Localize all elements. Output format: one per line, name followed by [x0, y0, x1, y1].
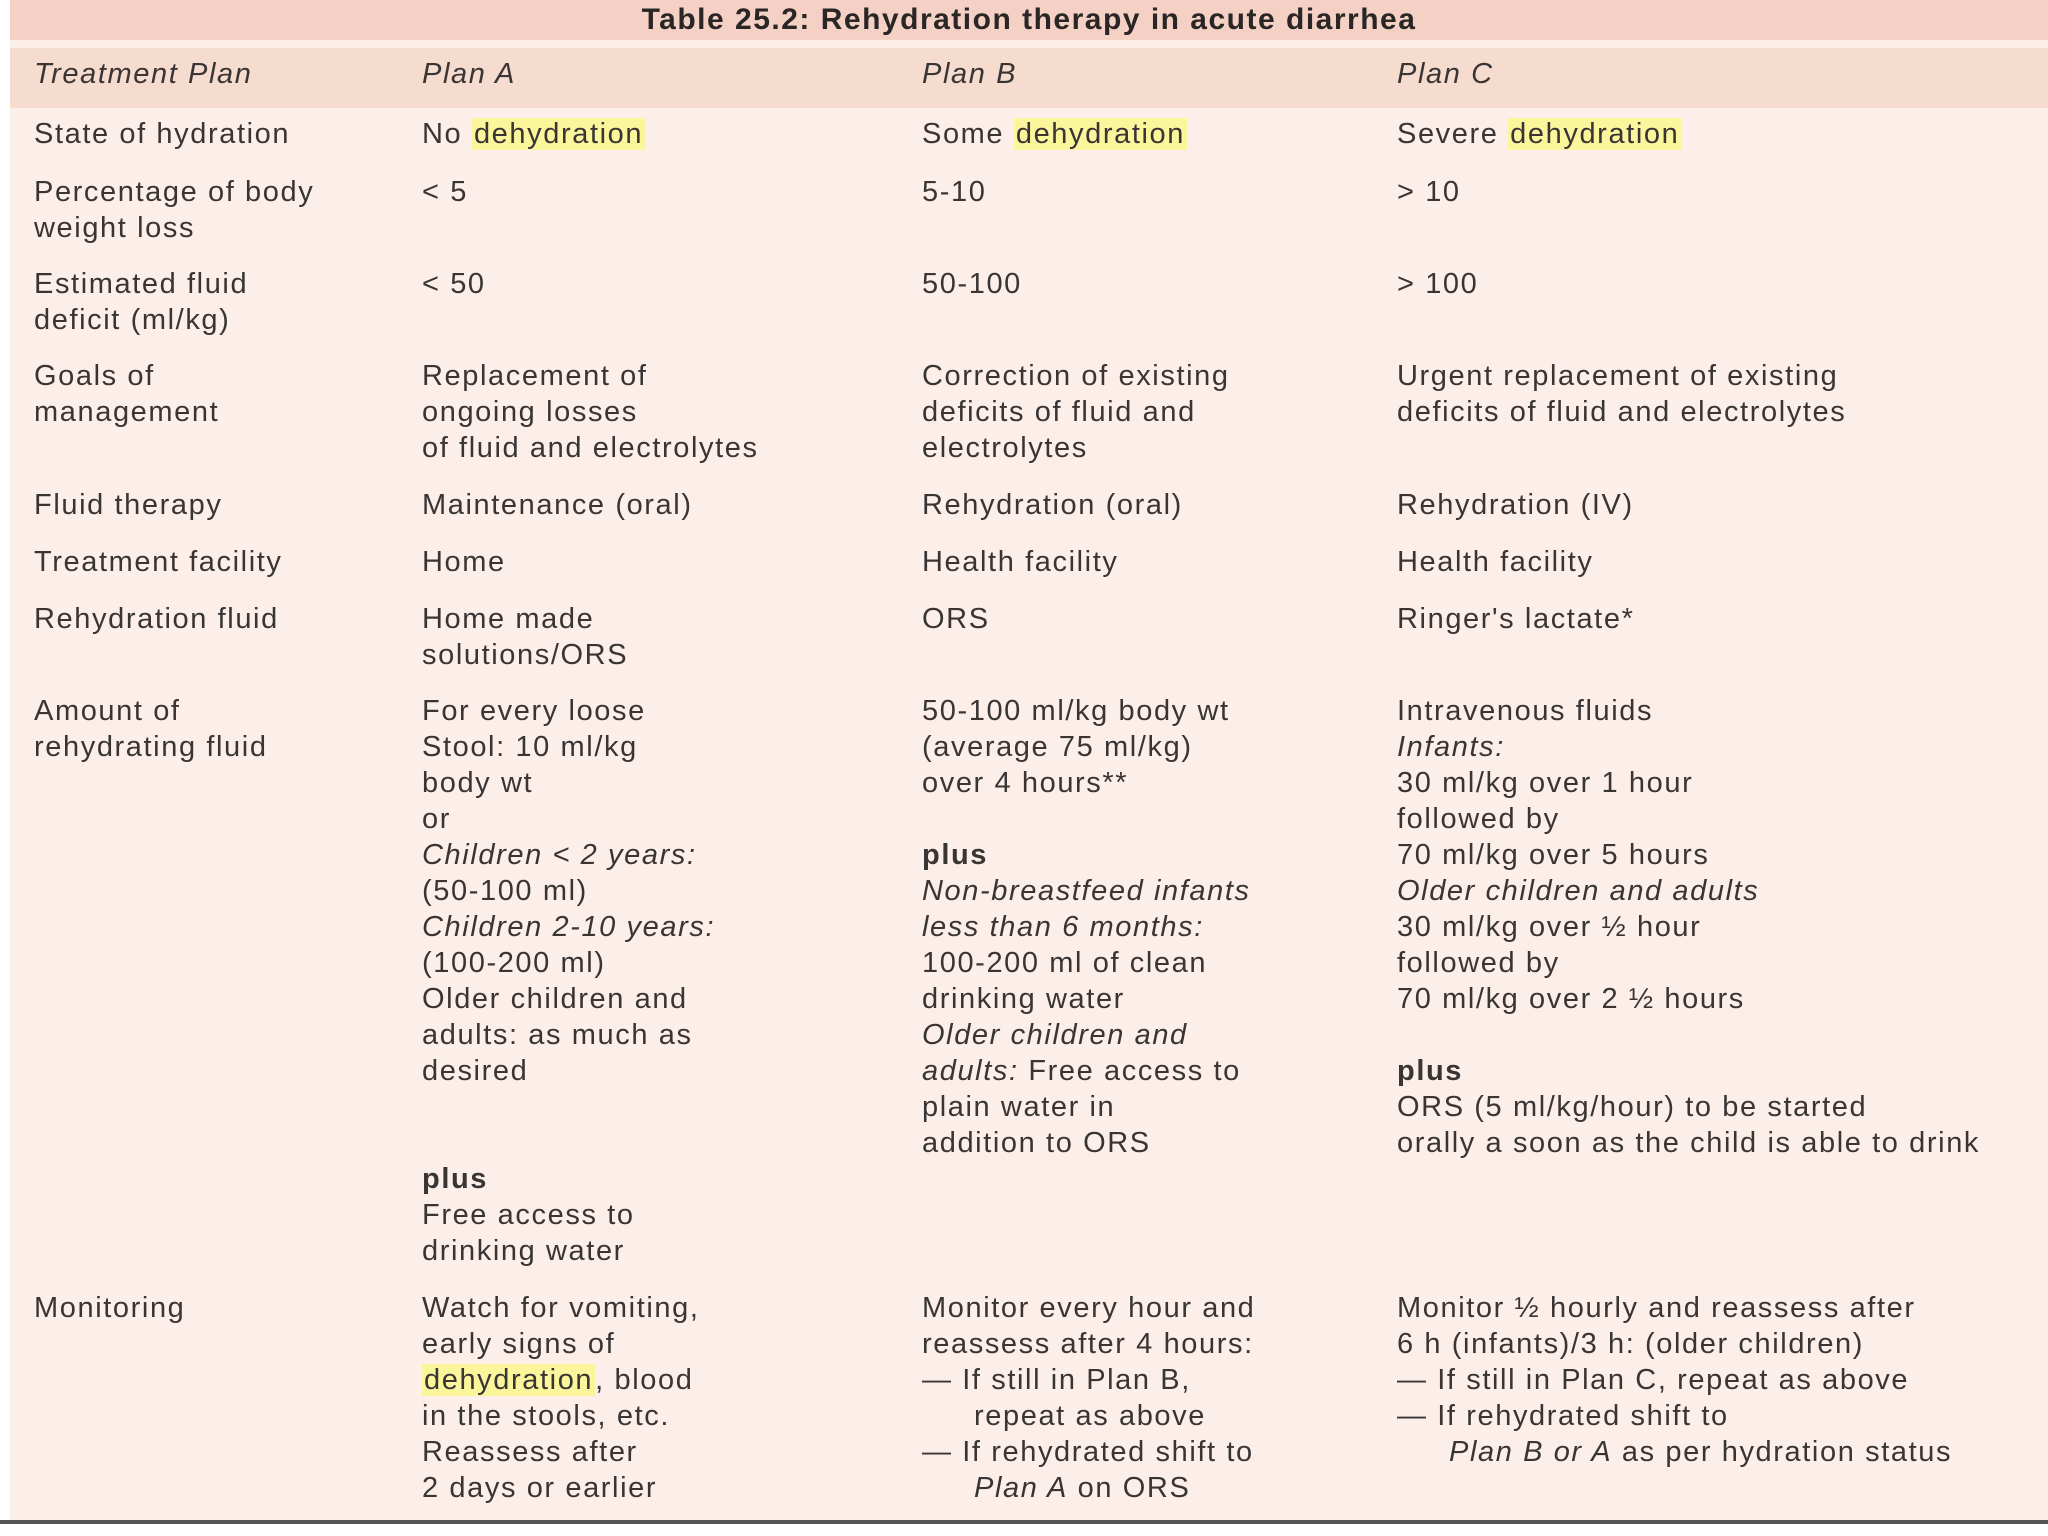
cell-fluid-deficit-b: 50-100 — [922, 268, 1022, 300]
row-label-goals: Goals of management — [34, 360, 220, 428]
cell-fluid-deficit-c: > 100 — [1397, 268, 1479, 300]
row-label-fluid-deficit: Estimated fluid deficit (ml/kg) — [34, 268, 249, 336]
table-bottom-rule — [0, 1520, 2048, 1524]
table-caption: Table 25.2: Rehydration therapy in acute diarrhea — [10, 0, 2048, 40]
cell-fluid-therapy-b: Rehydration (oral) — [922, 489, 1183, 521]
header-plan-a: Plan A — [422, 58, 516, 90]
cell-rehydration-fluid-a: Home made solutions/ORS — [422, 603, 629, 671]
cell-state-b: Some dehydration — [922, 118, 1185, 150]
header-plan-b: Plan B — [922, 58, 1018, 90]
highlight-mark: dehydration — [424, 1364, 594, 1396]
cell-monitoring-a: Watch for vomiting, early signs of dehydration, blood in the stools, etc. Reassess after 2 days or earlier — [422, 1292, 700, 1504]
cell-facility-a: Home — [422, 546, 506, 578]
row-label-amount: Amount of rehydrating fluid — [34, 695, 268, 763]
table-header-row — [10, 48, 2048, 108]
highlight-mark: dehydration — [1015, 118, 1185, 150]
cell-monitoring-b: Monitor every hour and reassess after 4 hours: — If still in Plan B, repeat as above — If rehydrated shift to Plan A on ORS — [922, 1292, 1256, 1504]
cell-state-c: Severe dehydration — [1397, 118, 1680, 150]
cell-goals-b: Correction of existing deficits of fluid and electrolytes — [922, 360, 1230, 464]
cell-fluid-therapy-a: Maintenance (oral) — [422, 489, 693, 521]
cell-goals-a: Replacement of ongoing losses of fluid and electrolytes — [422, 360, 759, 464]
row-label-rehydration-fluid: Rehydration fluid — [34, 603, 279, 635]
row-label-weight-loss: Percentage of body weight loss — [34, 176, 315, 244]
cell-state-a: No dehydration — [422, 118, 644, 150]
cell-amount-a: For every loose Stool: 10 ml/kg body wt or Children < 2 years: (50-100 ml) Children 2-10 years: (100-200 ml) Older children and adults: as much as desired plus Free access to drinking water — [422, 695, 716, 1267]
table-page — [10, 0, 2048, 1520]
row-label-state: State of hydration — [34, 118, 291, 150]
cell-amount-c: Intravenous fluids Infants: 30 ml/kg over 1 hour followed by 70 ml/kg over 5 hours Older children and adults 30 ml/kg over ½ hour followed by 70 ml/kg over 2 ½ hours plus ORS (5 ml/kg/hour) to be started orally a soon as the child is able to drink — [1397, 695, 1981, 1159]
cell-weight-loss-a: < 5 — [422, 176, 468, 208]
cell-monitoring-c: Monitor ½ hourly and reassess after 6 h (infants)/3 h: (older children) — If still in Plan C, repeat as above — If rehydrated shift to Plan B or A as per hydration status — [1397, 1292, 1953, 1468]
cell-facility-b: Health facility — [922, 546, 1119, 578]
header-plan-c: Plan C — [1397, 58, 1494, 90]
cell-rehydration-fluid-b: ORS — [922, 603, 990, 635]
highlight-mark: dehydration — [1510, 118, 1680, 150]
cell-facility-c: Health facility — [1397, 546, 1594, 578]
cell-amount-b: 50-100 ml/kg body wt (average 75 ml/kg) over 4 hours** plus Non-breastfeed infants less than 6 months: 100-200 ml of clean drinking water Older children and adults: Free access to plain water in addition to ORS — [922, 695, 1251, 1159]
cell-weight-loss-c: > 10 — [1397, 176, 1461, 208]
highlight-mark: dehydration — [473, 118, 644, 150]
header-treatment-plan: Treatment Plan — [34, 58, 253, 90]
cell-rehydration-fluid-c: Ringer's lactate* — [1397, 603, 1635, 635]
cell-weight-loss-b: 5-10 — [922, 176, 987, 208]
cell-fluid-therapy-c: Rehydration (IV) — [1397, 489, 1634, 521]
cell-fluid-deficit-a: < 50 — [422, 268, 486, 300]
row-label-fluid-therapy: Fluid therapy — [34, 489, 223, 521]
cell-goals-c: Urgent replacement of existing deficits of fluid and electrolytes — [1397, 360, 1847, 428]
row-label-monitoring: Monitoring — [34, 1292, 186, 1324]
row-label-facility: Treatment facility — [34, 546, 283, 578]
